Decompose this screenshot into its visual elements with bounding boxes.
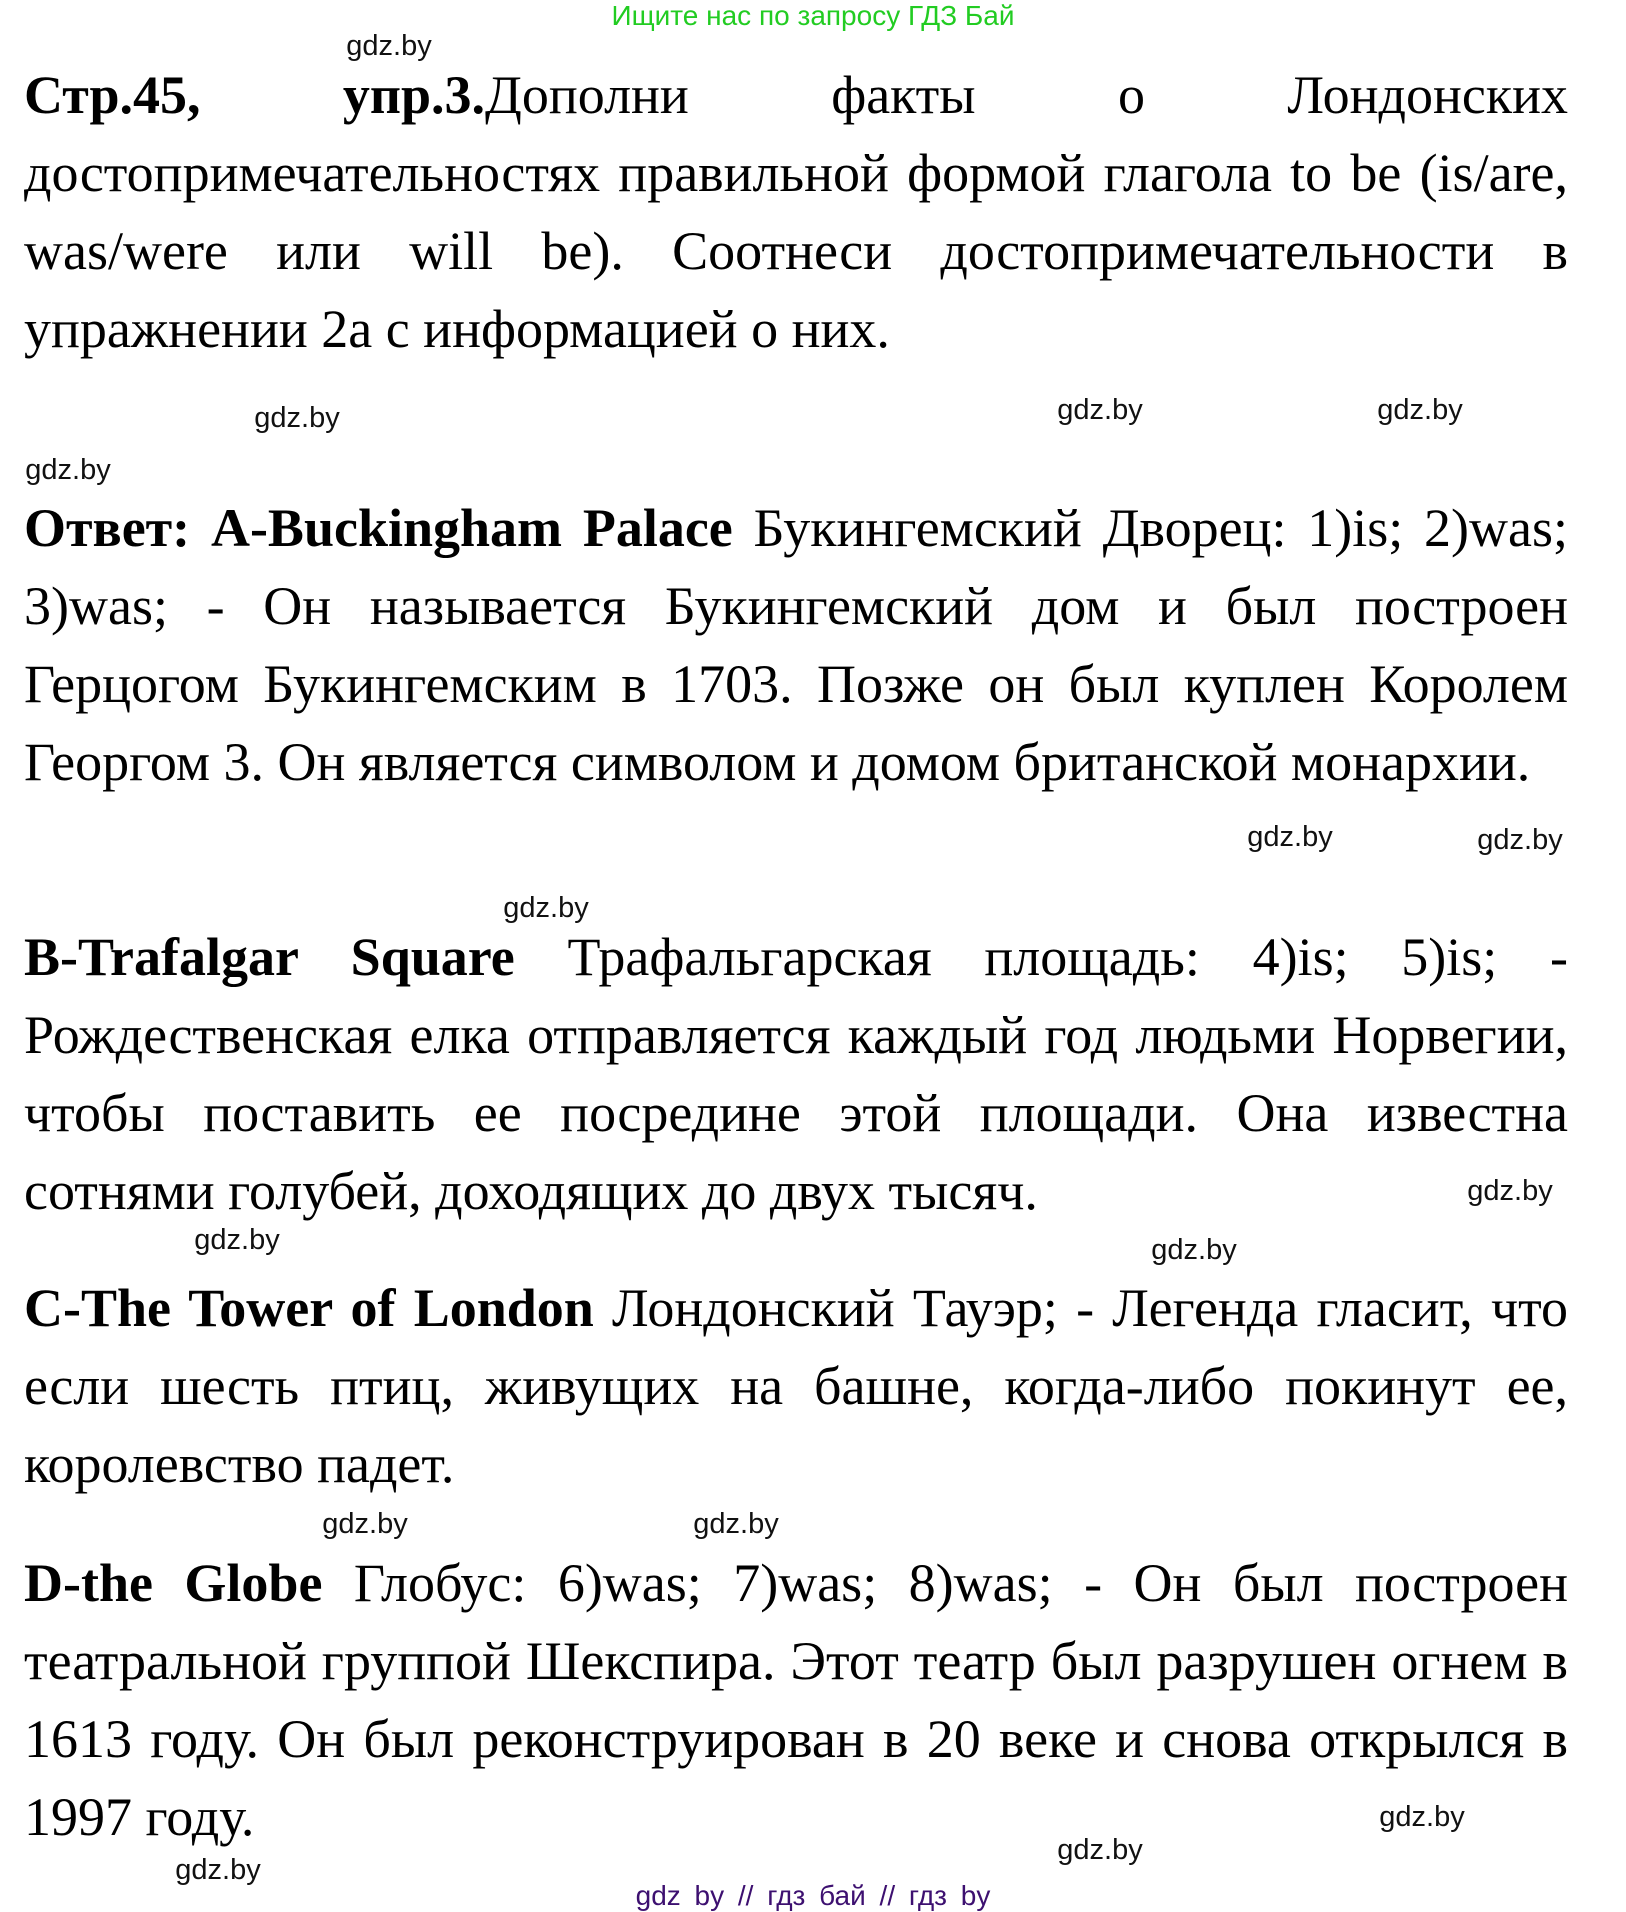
watermark: gdz.by <box>1057 394 1143 426</box>
watermark: gdz.by <box>503 892 589 924</box>
task-text: Дополни факты о Лондонских достопримечательностях правильной формой глагола to be (is/are, was/were или will be). Соотнеси достопримечательности в упражнении 2а с информацией о них. <box>24 65 1568 359</box>
answer-a <box>24 489 1568 801</box>
watermark: gdz.by <box>346 30 432 62</box>
task-ref: Стр.45, упр.3. <box>24 65 486 125</box>
watermark: gdz.by <box>322 1508 408 1540</box>
watermark: gdz.by <box>1467 1175 1553 1207</box>
watermark: gdz.by <box>1377 394 1463 426</box>
answer-b-text: Трафальгарская площадь: 4)is; 5)is; - Рождественская елка отправляется каждый год людьми Норвегии, чтобы поставить ее посредине этой площади. Она известна сотнями голубей, доходящих до двух тысяч. <box>24 927 1568 1221</box>
answer-d-text: Глобус: 6)was; 7)was; 8)was; - Он был построен театральной группой Шекспира. Этот театр был разрушен огнем в 1613 году. Он был реконструирован в 20 веке и снова открылся в 1997 году. <box>24 1553 1568 1847</box>
watermark: gdz.by <box>254 402 340 434</box>
answer-c <box>24 1269 1568 1503</box>
watermark: gdz.by <box>1379 1801 1465 1833</box>
footer-links: gdz by // гдз бай // гдз by <box>635 1880 991 1911</box>
search-banner: Ищите нас по запросу ГДЗ Бай <box>611 0 1015 31</box>
answer-b-label: B-Trafalgar Square <box>24 927 515 987</box>
answer-d-label: D-the Globe <box>24 1553 323 1613</box>
watermark: gdz.by <box>1057 1834 1143 1866</box>
watermark: gdz.by <box>194 1224 280 1256</box>
answer-c-label: C-The Tower of London <box>24 1278 594 1338</box>
answer-a-text: Букингемский Дворец: 1)is; 2)was; 3)was; - Он называется Букингемский дом и был построен Герцогом Букингемским в 1703. Позже он был куплен Королем Георгом 3. Он является символом и домом британской монархии. <box>24 498 1569 792</box>
task-paragraph <box>24 56 1568 368</box>
watermark: gdz.by <box>1151 1234 1237 1266</box>
answer-a-label: Ответ: A-Buckingham Palace <box>24 498 733 558</box>
watermark: gdz.by <box>1477 824 1563 856</box>
watermark: gdz.by <box>693 1508 779 1540</box>
answer-d <box>24 1544 1568 1856</box>
answer-b <box>24 918 1568 1230</box>
watermark: gdz.by <box>25 454 111 486</box>
watermark: gdz.by <box>1247 821 1333 853</box>
answer-c-text: Лондонский Тауэр; - Легенда гласит, что если шесть птиц, живущих на башне, когда-либо покинут ее, королевство падет. <box>24 1278 1568 1494</box>
watermark: gdz.by <box>175 1854 261 1886</box>
